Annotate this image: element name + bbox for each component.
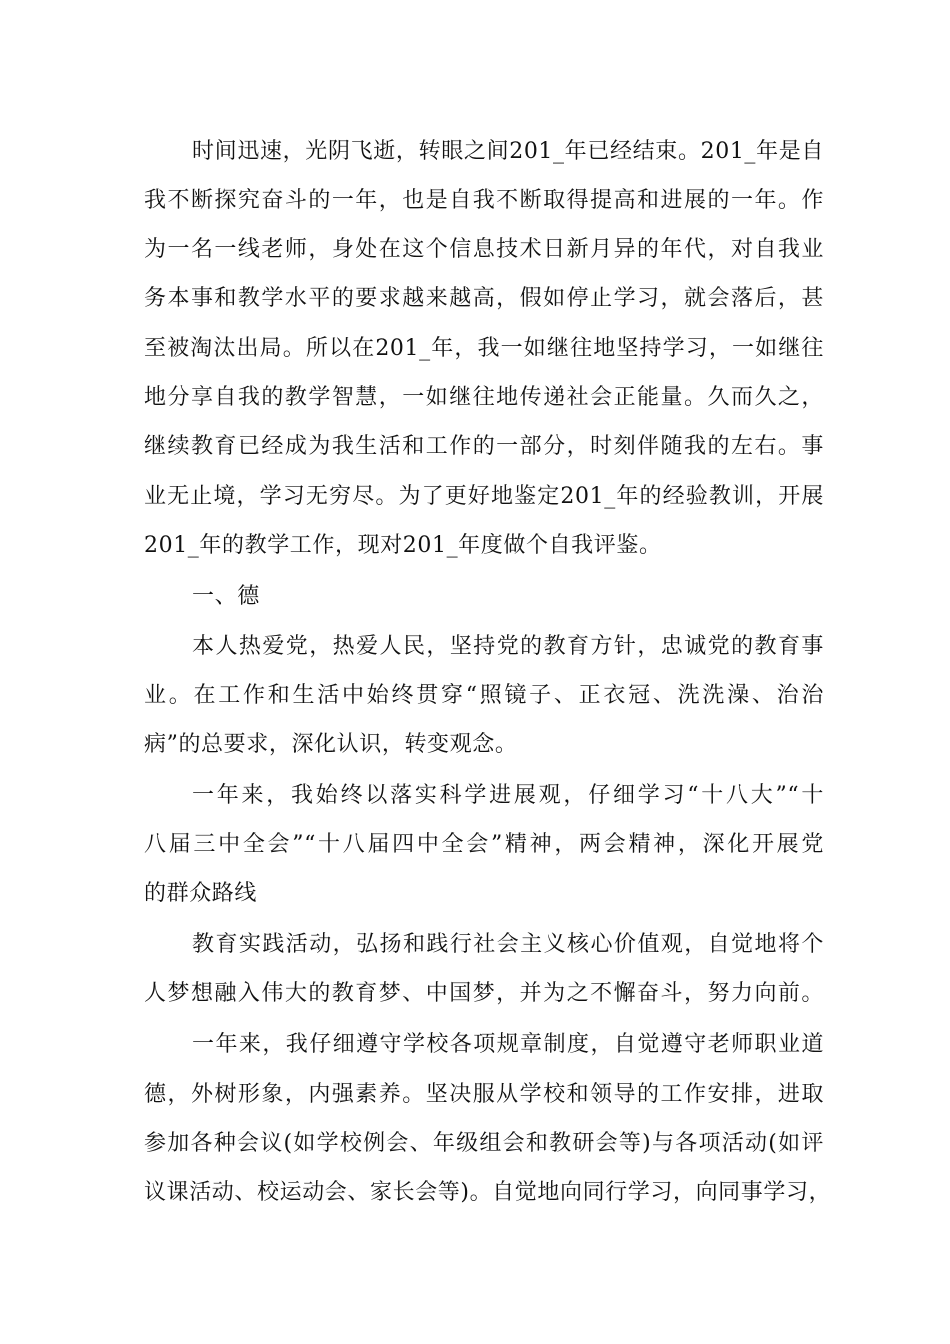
paragraph-line: 参加各种会议(如学校例会、年级组会和教研会等)与各项活动(如评 (144, 1131, 824, 1156)
paragraph-line: 八届三中全会”“十八届四中全会”精神，两会精神，深化开展党 (144, 832, 824, 857)
paragraph-line: 地分享自我的教学智慧，一如继往地传递社会正能量。久而久之， (144, 385, 824, 410)
paragraph-line: 一年来，我仔细遵守学校各项规章制度，自觉遵守老师职业道 (192, 1032, 824, 1057)
paragraph-line: 教育实践活动，弘扬和践行社会主义核心价值观，自觉地将个 (192, 932, 824, 957)
paragraph-line: 时间迅速，光阴飞逝，转眼之间201_年已经结束。201_年是自 (192, 139, 824, 164)
paragraph-line: 的群众路线 (144, 881, 258, 906)
paragraph-line: 201_年的教学工作，现对201_年度做个自我评鉴。 (144, 533, 662, 558)
paragraph-line: 为一名一线老师，身处在这个信息技术日新月异的年代，对自我业 (144, 237, 824, 262)
paragraph-line: 业。在工作和生活中始终贯穿“照镜子、正衣冠、洗洗澡、治治 (144, 683, 824, 708)
section-heading: 一、德 (192, 584, 260, 609)
paragraph-line: 我不断探究奋斗的一年，也是自我不断取得提高和进展的一年。作 (144, 188, 824, 213)
paragraph-line: 病”的总要求，深化认识，转变观念。 (144, 732, 518, 757)
paragraph-line: 一年来，我始终以落实科学进展观，仔细学习“十八大”“十 (192, 783, 824, 808)
paragraph-line: 至被淘汰出局。所以在201_年，我一如继往地坚持学习，一如继往 (144, 336, 824, 361)
paragraph-line: 德，外树形象，内强素养。坚决服从学校和领导的工作安排，进取 (144, 1082, 824, 1107)
paragraph-line: 议课活动、校运动会、家长会等)。自觉地向同行学习，向同事学习， (144, 1180, 832, 1205)
paragraph-line: 本人热爱党，热爱人民，坚持党的教育方针，忠诚党的教育事 (192, 634, 824, 659)
paragraph-line: 继续教育已经成为我生活和工作的一部分，时刻伴随我的左右。事 (144, 434, 824, 459)
paragraph-line: 业无止境，学习无穷尽。为了更好地鉴定201_年的经验教训，开展 (144, 484, 824, 509)
paragraph-line: 人梦想融入伟大的教育梦、中国梦，并为之不懈奋斗，努力向前。 (144, 981, 824, 1006)
paragraph-line: 务本事和教学水平的要求越来越高，假如停止学习，就会落后，甚 (144, 286, 824, 311)
